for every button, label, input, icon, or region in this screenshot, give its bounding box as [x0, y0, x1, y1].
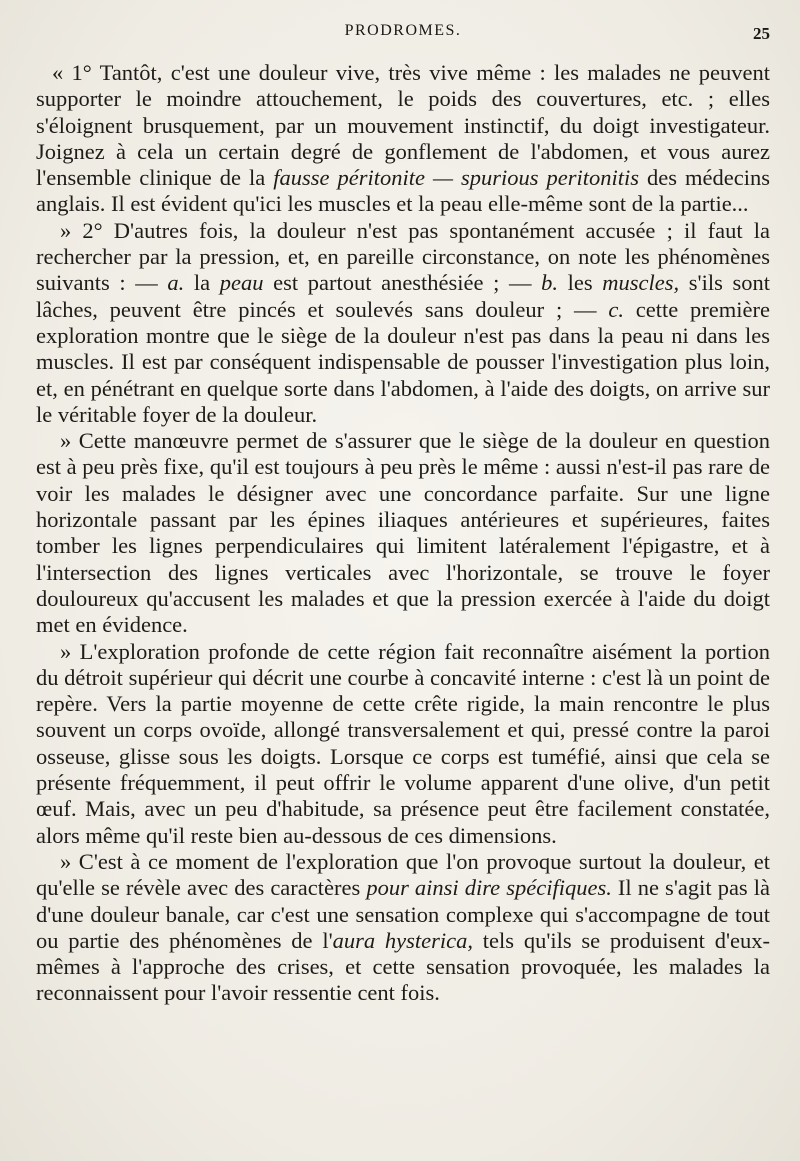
- paragraph-4: » L'exploration profonde de cette région fait reconnaître aisément la portion du détroit supérieur qui décrit une courbe à concavité interne : c'est là un point de repère. Vers la partie moyenne de cette crête rigide, la main rencontre le plus souvent un corps ovoïde, allongé transversalement et qui, pressé contre la paroi osseuse, glisse sous les doigts. Lorsque ce corps est tuméfié, ainsi que cela se présente fréquemment, il peut offrir le volume apparent d'une olive, d'un petit œuf. Mais, avec un peu d'habitude, sa présence peut être facilement constatée, alors même qu'il reste bien au-dessous de ces dimensions.: [36, 638, 770, 848]
- paragraph-2-text-2: la: [184, 270, 220, 296]
- body-text: [36, 60, 770, 1007]
- paragraph-5-italic-2: aura hysterica,: [332, 927, 474, 953]
- paragraph-1-text-1: « 1° Tantôt, c'est une douleur vive, très vive même : les malades ne peuvent supporter le moindre attouchement, le poids des couvertures, etc. ; elles s'éloignent brusquement, par un mouvement instinctif, du doigt investigateur. Joignez à cela un certain degré de gonflement de l'abdomen, et vous aurez l'ensemble clinique de la: [36, 60, 770, 191]
- paragraph-2-text-4: les: [558, 270, 603, 296]
- paragraph-1: [36, 60, 770, 218]
- paragraph-2-text-3: est partout anesthésiée ; —: [263, 270, 542, 296]
- paragraph-1-text-2: des médecins anglais. Il est évident qu'ici les muscles et la peau elle-même sont de la partie...: [36, 165, 770, 217]
- page-number: 25: [753, 24, 770, 43]
- paragraph-5-text-1: » C'est à ce moment de l'exploration que l'on provoque surtout la douleur, et qu'elle se révèle avec des caractères: [36, 848, 770, 901]
- running-title: PRODROMES.: [344, 22, 462, 39]
- paragraph-2-italic-2: peau: [219, 270, 264, 296]
- paragraph-1-italic-1: fausse péritonite — spurious peritonitis: [273, 165, 640, 191]
- paragraph-2-text-1: » 2° D'autres fois, la douleur n'est pas spontanément accusée ; il faut la rechercher par la pression, et, en pareille circonstance, on note les phénomènes suivants : —: [36, 217, 770, 296]
- paragraph-3: » Cette manœuvre permet de s'assurer que le siège de la douleur en question est à peu près fixe, qu'il est toujours à peu près le même : aussi n'est-il pas rare de voir les malades le désigner avec une concordance parfaite. Sur une ligne horizontale passant par les épines iliaques antérieures et supérieures, faites tomber les lignes perpendiculaires qui limitent latéralement l'épigastre, et à l'intersection des lignes verticales avec l'horizontale, se trouve le foyer douloureux qu'accusent les malades et que la pression exercée à l'aide du doigt met en évidence.: [36, 428, 770, 638]
- paragraph-2: [36, 218, 770, 428]
- paragraph-2-text-6: cette première exploration montre que le siège de la douleur n'est pas dans la peau ni dans les muscles. Il est par conséquent indispensable de pousser l'investigation plus loin, et, en pénétrant en quelque sorte dans l'abdomen, à l'aide des doigts, on arrive sur le véritable foyer de la douleur.: [36, 296, 771, 427]
- paragraph-2-italic-1: a.: [167, 270, 185, 296]
- paragraph-2-italic-5: c.: [608, 296, 624, 322]
- page-header: [36, 22, 770, 48]
- paragraph-5-text-2: Il ne s'agit pas là d'une douleur banale, car c'est une sensation complexe qui s'accompagne de tout ou partie des phénomènes de l': [36, 875, 770, 953]
- paragraph-5-italic-1: pour ainsi dire spécifiques.: [366, 875, 612, 901]
- paragraph-2-text-5: s'ils sont lâches, peuvent être pincés et soulevés sans douleur ; —: [36, 270, 770, 322]
- paragraph-5: [36, 849, 770, 1007]
- paragraph-2-italic-3: b.: [541, 270, 559, 296]
- paragraph-2-italic-4: muscles,: [602, 270, 680, 296]
- paragraph-5-text-3: tels qu'ils se produisent d'eux-mêmes à l'approche des crises, et cette sensation provoquée, les malades la reconnaissent pour l'avoir ressentie cent fois.: [36, 927, 770, 1006]
